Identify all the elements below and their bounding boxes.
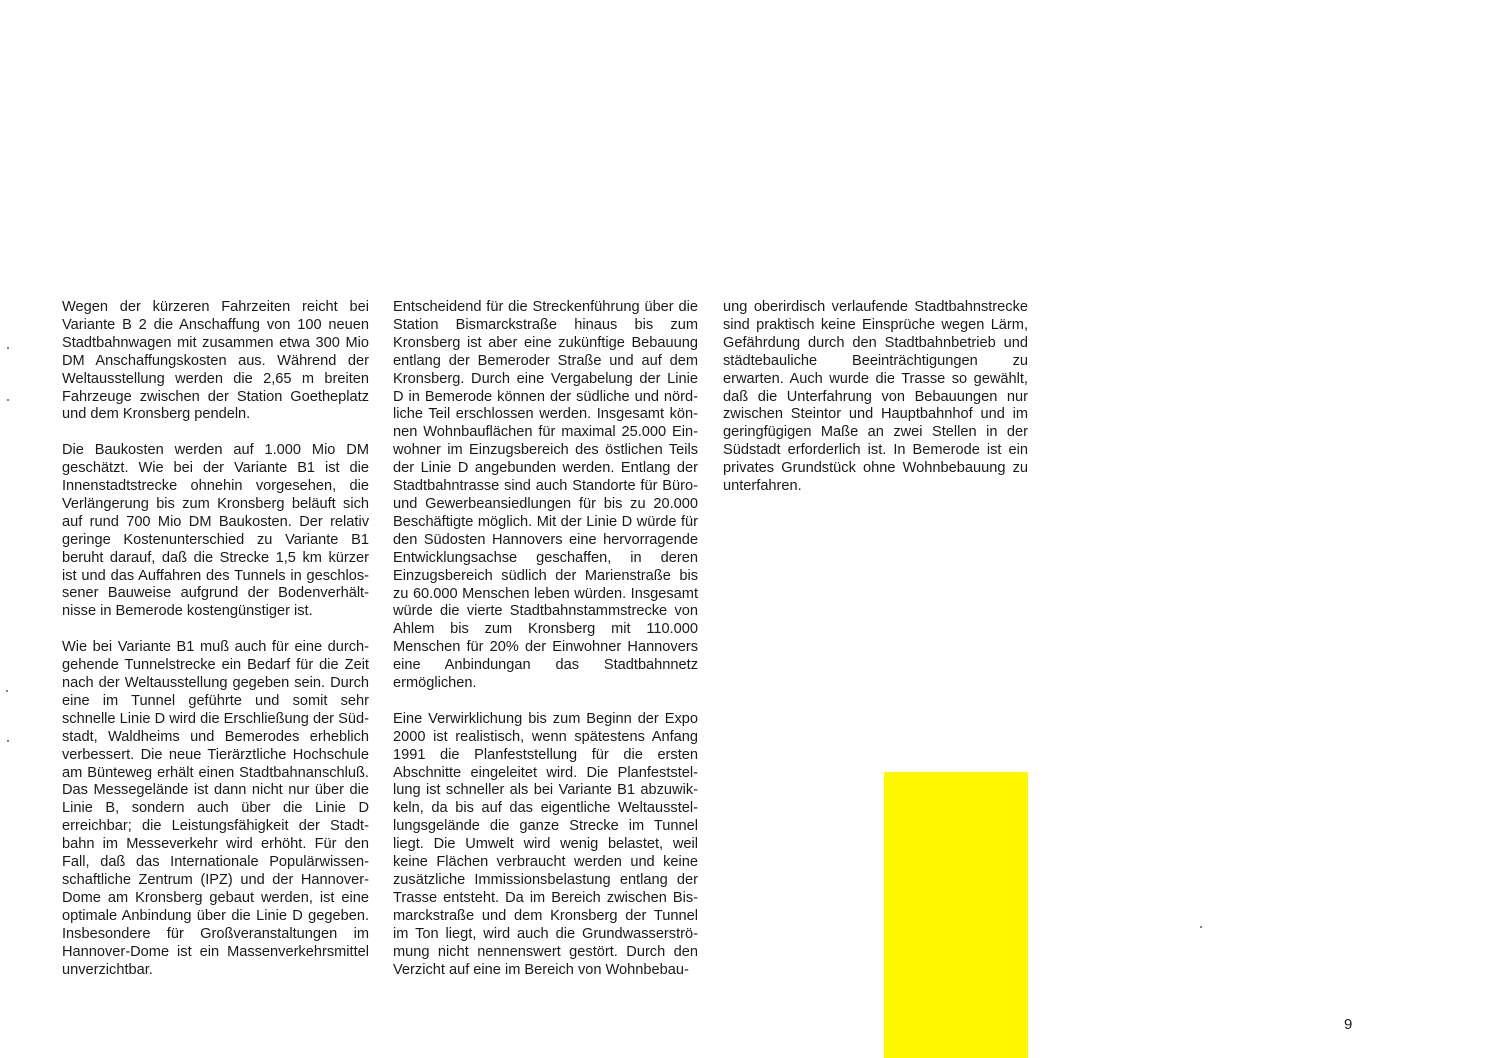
paragraph: Wie bei Variante B1 muß auch für eine durchgehende Tunnelstrecke ein Bedarf für die Zeit nach der Weltausstellung gegeben sein. Durch eine im Tunnel geführte und somit sehr schnelle Linie D wird die Erschließung der Südstadt, Waldheims und Bemerodes erheblich verbessert. Die neue Tierärztliche Hochschule am Bünteweg erhält einen Stadtbahnanschluß. Das Messegelände ist dann nicht nur über die Linie B, sondern auch über die Linie D erreichbar; die Leistungsfähigkeit der Stadtbahn im Messeverkehr wird erhöht. Für den Fall, daß das Internationale Populärwissenschaftliche Zentrum (IPZ) und der Hannover-Dome am Kronsberg gebaut werden, ist eine optimale Anbindung über die Linie D gegeben. Insbesondere für Großveranstaltungen im Hannover-Dome ist ein Massenverkehrsmittel unverzichtbar. <box>62 639 369 978</box>
paragraph: Eine Verwirklichung bis zum Beginn der Expo 2000 ist realistisch, wenn spätestens Anfang 1991 die Planfeststellung für die ersten Abschnitte eingeleitet wird. Die Planfeststellung ist schneller als bei Variante B1 abzuwikkeln, da bis auf das eigentliche Weltausstellungsgelände die ganze Strecke im Tunnel liegt. Die Umwelt wird wenig belastet, weil keine Flächen verbraucht werden und keine zusätzliche Immissionsbelastung entlang der Trasse entsteht. Da im Bereich zwischen Bismarckstraße und dem Kronsberg der Tunnel im Ton liegt, wird auch die Grundwasserströmung nicht nennenswert gestört. Durch den Verzicht auf eine im Bereich von Wohnbebau- <box>393 710 698 978</box>
scan-speck <box>7 399 9 401</box>
text-column-3 <box>723 299 1028 496</box>
scan-speck <box>1200 926 1202 928</box>
paragraph: Wegen der kürzeren Fahrzeiten reicht bei Variante B 2 die Anschaffung von 100 neuen Stadtbahnwagen mit zusammen etwa 300 Mio DM Anschaffungskosten aus. Während der Weltausstellung werden die 2,65 m breiten Fahrzeuge zwischen der Station Goetheplatz und dem Kronsberg pendeln. <box>62 299 369 423</box>
page-number: 9 <box>1344 1016 1353 1033</box>
scan-speck <box>7 740 9 742</box>
paragraph: ung oberirdisch verlaufende Stadtbahnstrecke sind praktisch keine Einsprüche wegen Lärm, Gefährdung durch den Stadtbahnbetrieb und städtebauliche Beeinträchtigungen zu erwarten. Auch wurde die Trasse so gewählt, daß die Unterfahrung von Bebauungen nur zwischen Steintor und Hauptbahnhof und im geringfügigen Maße an zwei Stellen in der Südstadt erforderlich ist. In Bemerode ist ein privates Grundstück ohne Wohnbebauung zu unterfahren. <box>723 299 1028 495</box>
scan-speck <box>7 347 9 349</box>
paragraph: Entscheidend für die Streckenführung über die Station Bismarckstraße hinaus bis zum Kronsberg ist aber eine zukünftige Bebauung entlang der Bemeroder Straße und auf dem Kronsberg. Durch eine Vergabelung der Linie D in Bemerode können der südliche und nördliche Teil erschlossen werden. Insgesamt können Wohnbauflächen für maximal 25.000 Einwohner im Einzugsbereich des östlichen Teils der Linie D angebunden werden. Entlang der Stadtbahntrasse sind auch Standorte für Büro- und Gewerbeansiedlungen für bis zu 20.000 Beschäftigte möglich. Mit der Linie D würde für den Südosten Hannovers eine hervorragende Entwicklungsachse geschaffen, in deren Einzugsbereich südlich der Marienstraße bis zu 60.000 Menschen leben würden. Insgesamt würde die vierte Stadtbahnstammstrecke von Ahlem bis zum Kronsberg mit 110.000 Menschen für 20% der Einwohner Hannovers eine Anbindungan das Stadtbahnnetz ermöglichen. <box>393 299 698 692</box>
scan-speck <box>6 690 8 692</box>
text-column-1 <box>62 299 369 979</box>
yellow-accent-block <box>884 772 1028 1058</box>
paragraph: Die Baukosten werden auf 1.000 Mio DM geschätzt. Wie bei der Variante B1 ist die Innenstadtstrecke ohnehin vorgesehen, die Verlängerung bis zum Kronsberg beläuft sich auf rund 700 Mio DM Baukosten. Der relativ geringe Kostenunterschied zu Variante B1 beruht darauf, daß die Strecke 1,5 km kürzer ist und das Auffahren des Tunnels in geschlossener Bauweise aufgrund der Bodenverhältnisse in Bemerode kostengünstiger ist. <box>62 442 369 620</box>
text-column-2 <box>393 299 698 979</box>
